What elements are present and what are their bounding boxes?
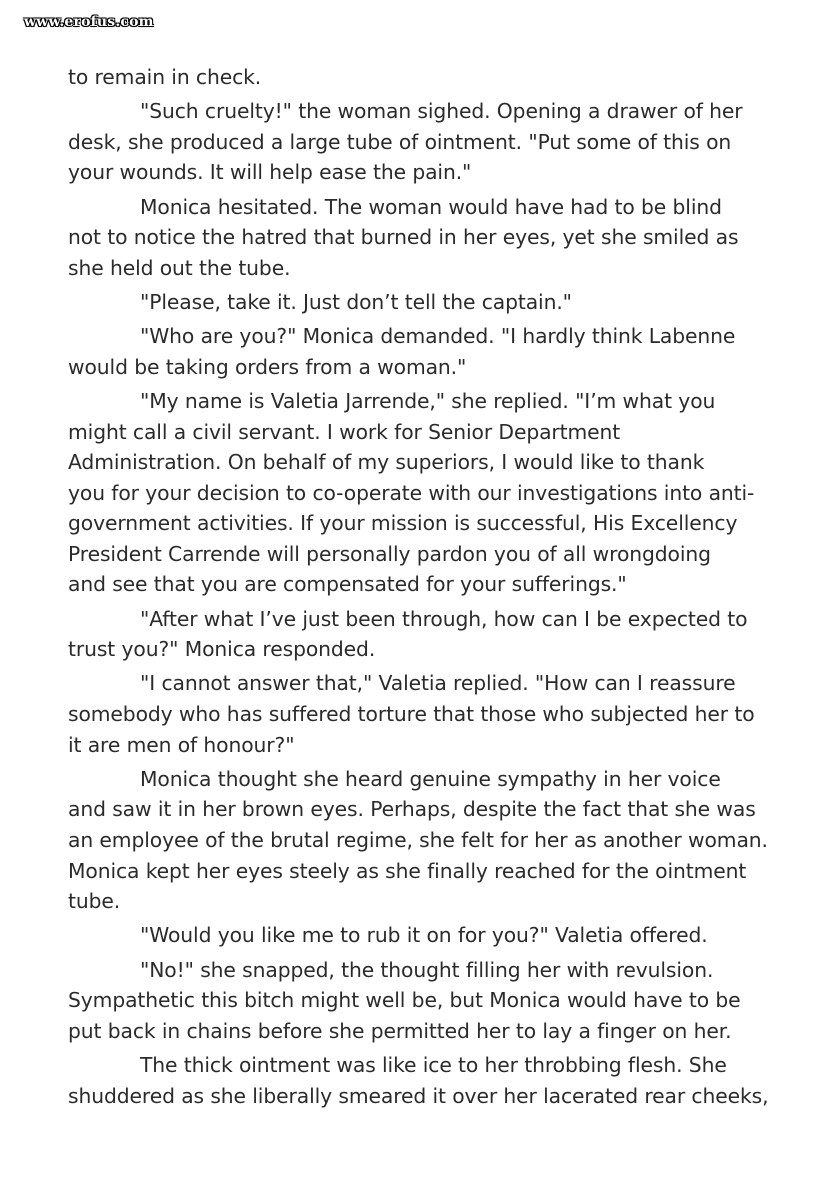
text-line: put back in chains before she permitted her to lay a finger on her. [68,1018,732,1043]
page-body-text [68,62,772,1111]
text-line: you for your decision to co-operate with our investigations into anti- [68,480,755,505]
text-line: Monica thought she heard genuine sympathy in her voice [140,766,721,791]
text-line: "My name is Valetia Jarrende," she replied. "I’m what you [140,388,716,413]
text-line: might call a civil servant. I work for Senior Department [68,419,621,444]
text-line: it are men of honour?" [68,732,295,757]
text-line: "Who are you?" Monica demanded. "I hardly think Labenne [140,324,736,349]
text-line: "Would you like me to rub it on for you?" Valetia offered. [140,923,708,948]
text-line: "I cannot answer that," Valetia replied. "How can I reassure [140,671,736,696]
text-line: desk, she produced a large tube of ointment. "Put some of this on [68,129,732,154]
text-line: tube. [68,889,121,914]
text-line: and see that you are compensated for your sufferings." [68,572,627,597]
text-line: your wounds. It will help ease the pain." [68,160,472,185]
text-line: shuddered as she liberally smeared it over her lacerated rear cheeks, [68,1083,769,1108]
text-line: "Please, take it. Just don’t tell the captain." [140,289,572,314]
text-line: she held out the tube. [68,255,291,280]
text-line: "Such cruelty!" the woman sighed. Opening a drawer of her [140,99,743,124]
text-line: government activities. If your mission is successful, His Excellency [68,511,738,536]
text-line: Monica hesitated. The woman would have had to be blind [140,194,722,219]
text-line: Sympathetic this bitch might well be, but Monica would have to be [68,988,741,1013]
text-line: The thick ointment was like ice to her throbbing flesh. She [140,1052,727,1077]
text-line: to remain in check. [68,65,262,89]
text-line: "After what I’ve just been through, how can I be expected to [140,606,748,631]
watermark-text: www.erofus.com [24,14,154,30]
text-line: Monica kept her eyes steely as she finally reached for the ointment [68,858,747,883]
text-line: Administration. On behalf of my superiors, I would like to thank [68,450,705,475]
text-line: and saw it in her brown eyes. Perhaps, despite the fact that she was [68,797,756,822]
text-line: not to notice the hatred that burned in her eyes, yet she smiled as [68,225,739,250]
text-line: an employee of the brutal regime, she felt for her as another woman. [68,828,768,852]
text-line: "No!" she snapped, the thought filling her with revulsion. [140,957,714,982]
text-line: somebody who has suffered torture that those who subjected her to [68,702,755,727]
text-line: President Carrende will personally pardon you of all wrongdoing [68,541,711,566]
text-line: would be taking orders from a woman." [68,354,467,379]
text-line: trust you?" Monica responded. [68,637,376,662]
